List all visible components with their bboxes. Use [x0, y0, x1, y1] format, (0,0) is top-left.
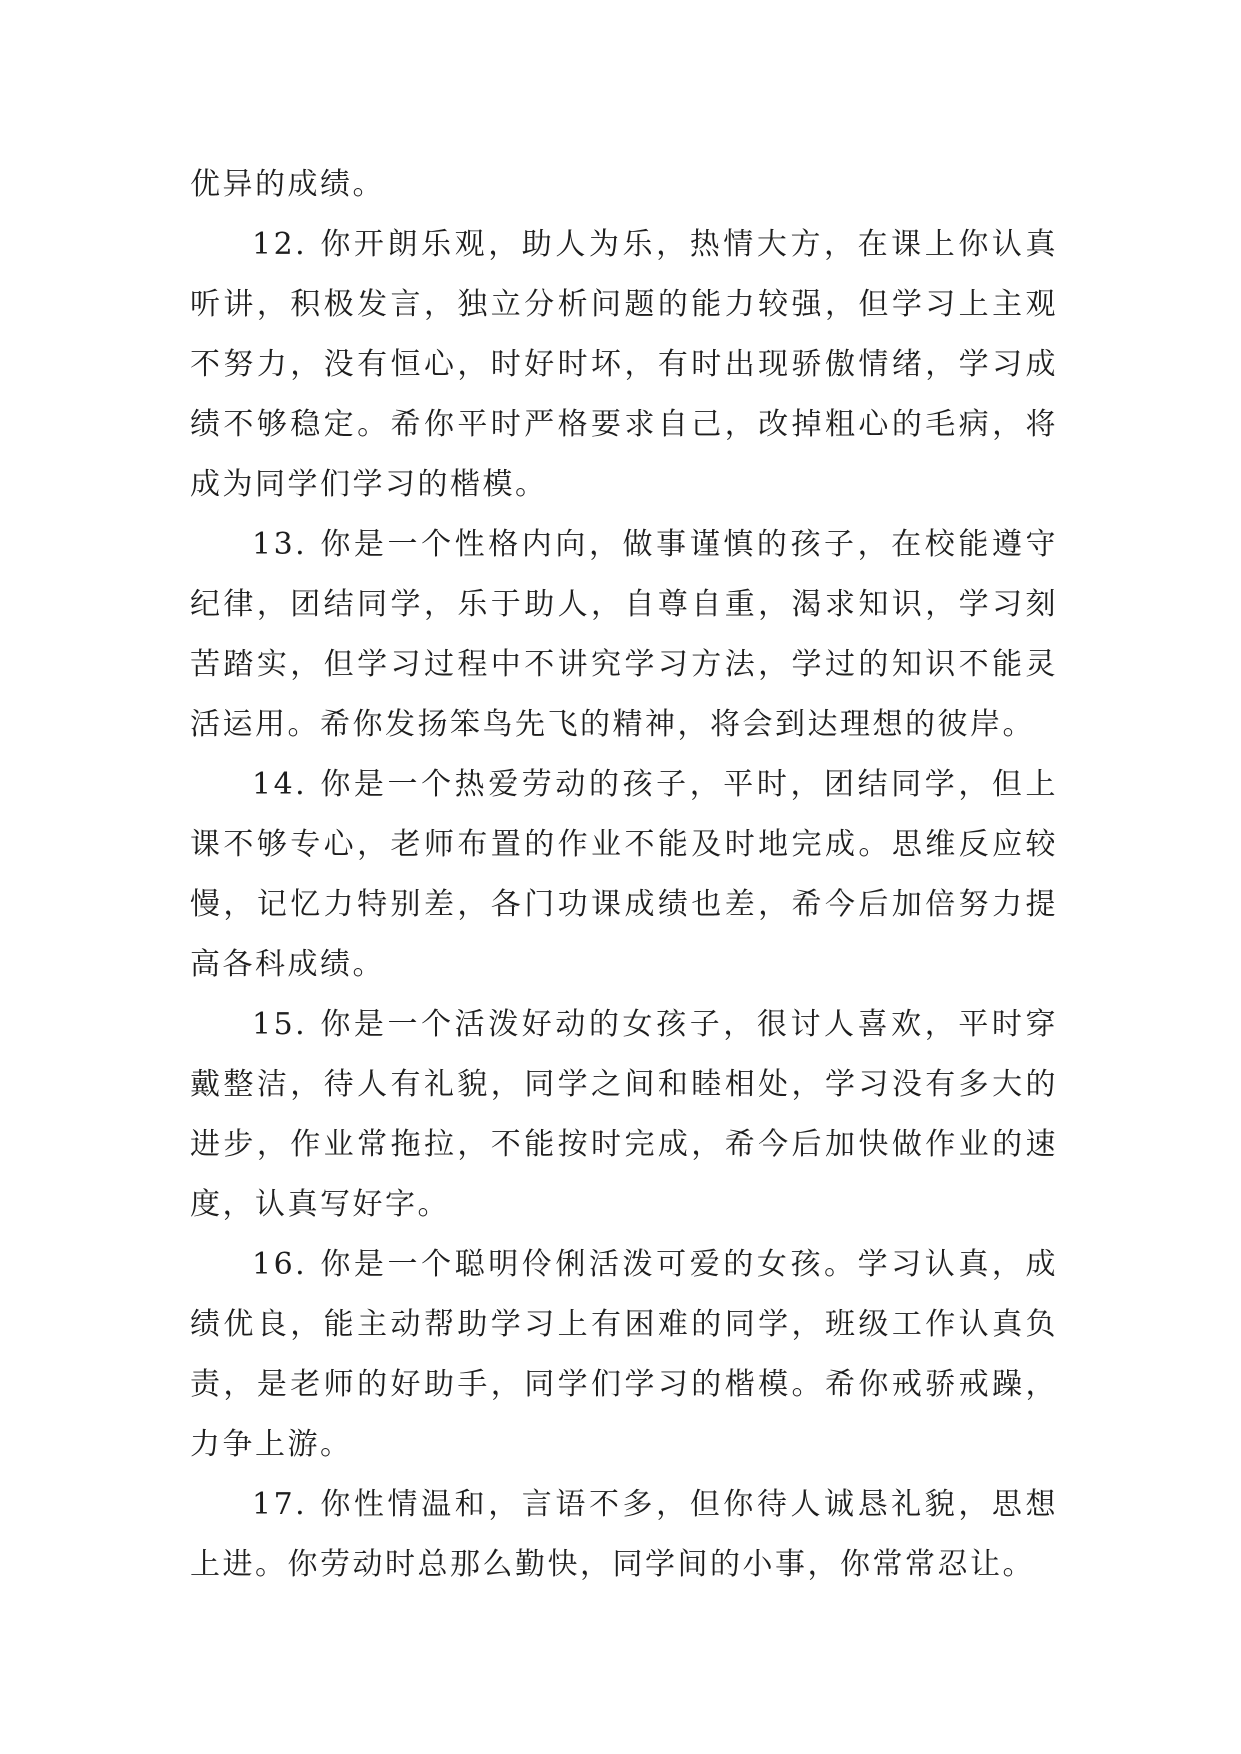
- paragraph-item-16: 16. 你是一个聪明伶俐活泼可爱的女孩。学习认真，成绩优良，能主动帮助学习上有困难的同学，班级工作认真负责，是老师的好助手，同学们学习的楷模。希你戒骄戒躁，力争上游。: [190, 1247, 1058, 1462]
- paragraph-item-12: 12. 你开朗乐观，助人为乐，热情大方，在课上你认真听讲，积极发言，独立分析问题的能力较强，但学习上主观不努力，没有恒心，时好时坏，有时出现骄傲情绪，学习成绩不够稳定。希你平时严格要求自己，改掉粗心的毛病，将成为同学们学习的楷模。: [190, 227, 1058, 502]
- paragraph-continuation: 优异的成绩。: [190, 167, 385, 202]
- paragraph-item-15: 15. 你是一个活泼好动的女孩子，很讨人喜欢，平时穿戴整洁，待人有礼貌，同学之间和睦相处，学习没有多大的进步，作业常拖拉，不能按时完成，希今后加快做作业的速度，认真写好字。: [190, 1007, 1058, 1222]
- paragraph-item-17: 17. 你性情温和，言语不多，但你待人诚恳礼貌，思想上进。你劳动时总那么勤快，同学间的小事，你常常忍让。: [190, 1487, 1058, 1582]
- paragraph-item-14: 14. 你是一个热爱劳动的孩子，平时，团结同学，但上课不够专心，老师布置的作业不能及时地完成。思维反应较慢，记忆力特别差，各门功课成绩也差，希今后加倍努力提高各科成绩。: [190, 767, 1058, 982]
- document-body: [190, 155, 1058, 1595]
- paragraph-item-13: 13. 你是一个性格内向，做事谨慎的孩子，在校能遵守纪律，团结同学，乐于助人，自尊自重，渴求知识，学习刻苦踏实，但学习过程中不讲究学习方法，学过的知识不能灵活运用。希你发扬笨鸟先飞的精神，将会到达理想的彼岸。: [190, 527, 1058, 742]
